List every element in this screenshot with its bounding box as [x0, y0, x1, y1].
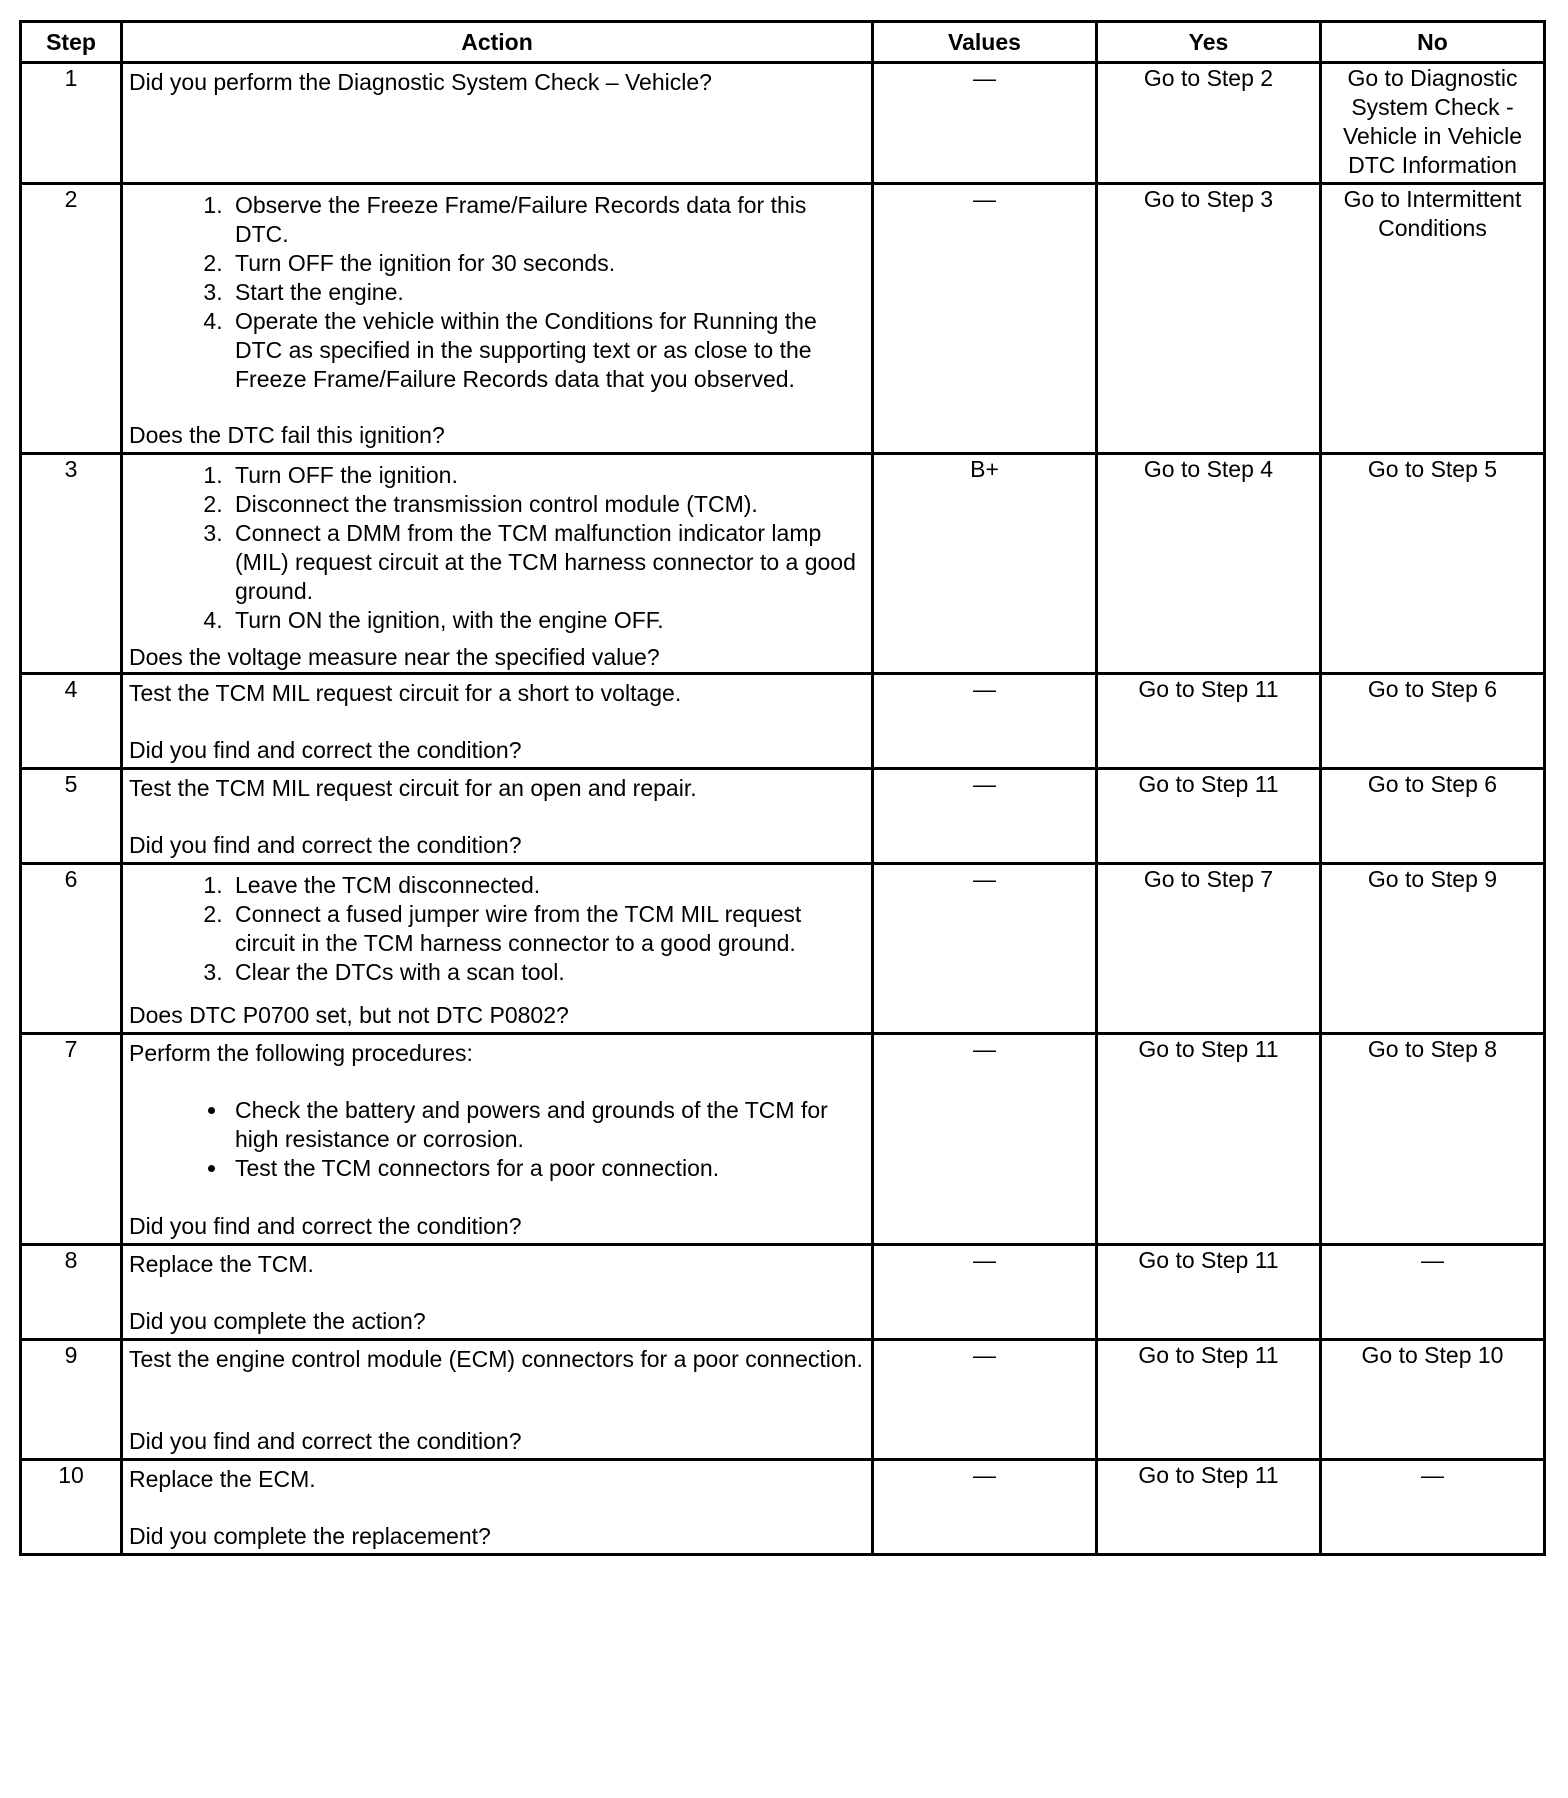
yes-cell — [1097, 1245, 1321, 1340]
step-number: 4 — [21, 674, 122, 769]
header-row — [21, 22, 1545, 63]
action-top — [129, 459, 865, 635]
action-step-item: 2. Disconnect the transmission control module (TCM). — [229, 490, 865, 519]
action-intro: Test the TCM MIL request circuit for an open and repair. — [129, 775, 697, 801]
action-intro: Test the engine control module (ECM) connectors for a poor connection. — [129, 1346, 863, 1372]
action-step-item: 1. Turn OFF the ignition. — [229, 461, 865, 490]
yes-link: Go to Step 7 — [1143, 866, 1274, 892]
action-question: Did you complete the replacement? — [129, 1523, 491, 1549]
action-cell — [122, 184, 873, 454]
action-content — [123, 185, 871, 452]
action-step-item: 4. Operate the vehicle within the Conditions for Running the DTC as specified in the supporting text or as close to the Freeze Frame/Failure Records data that you observed. — [229, 307, 865, 394]
action-steps-list — [129, 191, 865, 394]
header-no: No — [1321, 22, 1545, 63]
action-question: Did you find and correct the condition? — [129, 1428, 522, 1454]
action-content — [123, 865, 871, 1032]
table-row — [21, 769, 1545, 864]
yes-cell — [1097, 1340, 1321, 1460]
action-top — [129, 189, 865, 394]
action-step-item: 1. Observe the Freeze Frame/Failure Records data for this DTC. — [229, 191, 865, 249]
action-intro: Replace the ECM. — [129, 1466, 316, 1492]
step-number: 1 — [21, 63, 122, 184]
action-cell — [122, 63, 873, 184]
action-question: Does the DTC fail this ignition? — [129, 422, 445, 448]
no-link: Go to Step 9 — [1367, 866, 1498, 892]
table-body — [21, 63, 1545, 1555]
action-content — [123, 64, 871, 172]
action-cell — [122, 674, 873, 769]
table-row — [21, 1460, 1545, 1555]
yes-link: Go to Step 11 — [1138, 1342, 1279, 1368]
yes-link: Go to Step 11 — [1138, 676, 1279, 702]
action-step-item: 3. Clear the DTCs with a scan tool. — [229, 958, 865, 987]
header-step: Step — [21, 22, 122, 63]
value-cell: — — [873, 63, 1097, 184]
yes-cell — [1097, 454, 1321, 674]
step-number: 8 — [21, 1245, 122, 1340]
action-question: Does the voltage measure near the specified value? — [129, 644, 660, 670]
value-cell: — — [873, 1460, 1097, 1555]
action-cell — [122, 1034, 873, 1245]
action-top — [129, 774, 865, 803]
step-number: 3 — [21, 454, 122, 674]
header-yes: Yes — [1097, 22, 1321, 63]
yes-cell — [1097, 1034, 1321, 1245]
table-row — [21, 454, 1545, 674]
step-number: 6 — [21, 864, 122, 1034]
yes-link: Go to Step 11 — [1138, 1036, 1279, 1062]
action-content — [123, 1341, 871, 1458]
header-values: Values — [873, 22, 1097, 63]
no-link: Go to Step 10 — [1361, 1342, 1504, 1368]
step-number: 9 — [21, 1340, 122, 1460]
yes-link: Go to Step 11 — [1138, 1462, 1279, 1488]
value-cell: — — [873, 674, 1097, 769]
action-content — [123, 1035, 871, 1243]
no-cell — [1321, 1034, 1545, 1245]
step-number: 5 — [21, 769, 122, 864]
action-content — [123, 1246, 871, 1338]
action-bullet-item: • Check the battery and powers and grounds of the TCM for high resistance or corrosion. — [229, 1096, 865, 1154]
action-top — [129, 1250, 865, 1279]
action-question: Did you complete the action? — [129, 1308, 426, 1334]
action-cell — [122, 769, 873, 864]
action-content — [123, 675, 871, 767]
value-cell: — — [873, 184, 1097, 454]
no-cell — [1321, 674, 1545, 769]
action-content — [123, 770, 871, 862]
no-cell — [1321, 1245, 1545, 1340]
no-link: Go to Step 6 — [1367, 771, 1498, 797]
no-link: Go to Intermittent Conditions — [1343, 186, 1522, 241]
no-cell — [1321, 769, 1545, 864]
yes-link: Go to Step 11 — [1138, 1247, 1279, 1273]
table-row — [21, 674, 1545, 769]
action-steps-list — [129, 871, 865, 987]
action-step-item: 4. Turn ON the ignition, with the engine OFF. — [229, 606, 865, 635]
no-link: — — [1421, 1462, 1444, 1488]
action-question: Did you find and correct the condition? — [129, 1213, 522, 1239]
table-row — [21, 1340, 1545, 1460]
no-link: Go to Step 6 — [1367, 676, 1498, 702]
no-link: Go to Diagnostic System Check - Vehicle in Vehicle DTC Information — [1342, 65, 1522, 178]
action-top — [129, 68, 865, 97]
action-cell — [122, 864, 873, 1034]
action-question: Does DTC P0700 set, but not DTC P0802? — [129, 1002, 569, 1028]
action-intro: Did you perform the Diagnostic System Check – Vehicle? — [129, 69, 712, 95]
action-content — [123, 455, 871, 672]
action-step-item: 1. Leave the TCM disconnected. — [229, 871, 865, 900]
action-bullet-list — [129, 1096, 865, 1183]
yes-cell — [1097, 769, 1321, 864]
yes-link: Go to Step 2 — [1143, 65, 1274, 91]
no-cell — [1321, 184, 1545, 454]
no-cell — [1321, 1460, 1545, 1555]
table-row — [21, 1034, 1545, 1245]
header-action: Action — [122, 22, 873, 63]
action-cell — [122, 1460, 873, 1555]
no-cell — [1321, 864, 1545, 1034]
table-row — [21, 63, 1545, 184]
action-steps-list — [129, 461, 865, 635]
table-row — [21, 864, 1545, 1034]
yes-link: Go to Step 11 — [1138, 771, 1279, 797]
diagnostic-table — [19, 20, 1546, 1556]
action-intro: Perform the following procedures: — [129, 1040, 473, 1066]
value-cell: B+ — [873, 454, 1097, 674]
yes-link: Go to Step 4 — [1143, 456, 1274, 482]
action-intro: Test the TCM MIL request circuit for a short to voltage. — [129, 680, 682, 706]
no-link: Go to Step 5 — [1367, 456, 1498, 482]
yes-cell — [1097, 1460, 1321, 1555]
table-row — [21, 1245, 1545, 1340]
action-cell — [122, 454, 873, 674]
no-cell — [1321, 63, 1545, 184]
no-link: — — [1421, 1247, 1444, 1273]
yes-cell — [1097, 63, 1321, 184]
action-cell — [122, 1245, 873, 1340]
action-step-item: 2. Connect a fused jumper wire from the TCM MIL request circuit in the TCM harness connector to a good ground. — [229, 900, 865, 958]
yes-cell — [1097, 674, 1321, 769]
step-number: 2 — [21, 184, 122, 454]
value-cell: — — [873, 1245, 1097, 1340]
yes-cell — [1097, 864, 1321, 1034]
step-number: 7 — [21, 1034, 122, 1245]
action-question: Did you find and correct the condition? — [129, 832, 522, 858]
action-cell — [122, 1340, 873, 1460]
table-row — [21, 184, 1545, 454]
action-step-item: 3. Connect a DMM from the TCM malfunction indicator lamp (MIL) request circuit at the TCM harness connector to a good ground. — [229, 519, 865, 606]
action-step-item: 2. Turn OFF the ignition for 30 seconds. — [229, 249, 865, 278]
no-cell — [1321, 1340, 1545, 1460]
value-cell: — — [873, 864, 1097, 1034]
action-step-item: 3. Start the engine. — [229, 278, 865, 307]
yes-cell — [1097, 184, 1321, 454]
action-content — [123, 1461, 871, 1553]
action-intro: Replace the TCM. — [129, 1251, 314, 1277]
value-cell: — — [873, 769, 1097, 864]
action-top — [129, 1465, 865, 1494]
action-top — [129, 869, 865, 987]
no-cell — [1321, 454, 1545, 674]
value-cell: — — [873, 1034, 1097, 1245]
yes-link: Go to Step 3 — [1143, 186, 1274, 212]
step-number: 10 — [21, 1460, 122, 1555]
action-top — [129, 1345, 865, 1374]
action-question: Did you find and correct the condition? — [129, 737, 522, 763]
action-bullet-item: • Test the TCM connectors for a poor connection. — [229, 1154, 865, 1183]
action-top — [129, 679, 865, 708]
no-link: Go to Step 8 — [1367, 1036, 1498, 1062]
value-cell: — — [873, 1340, 1097, 1460]
action-top — [129, 1039, 865, 1183]
